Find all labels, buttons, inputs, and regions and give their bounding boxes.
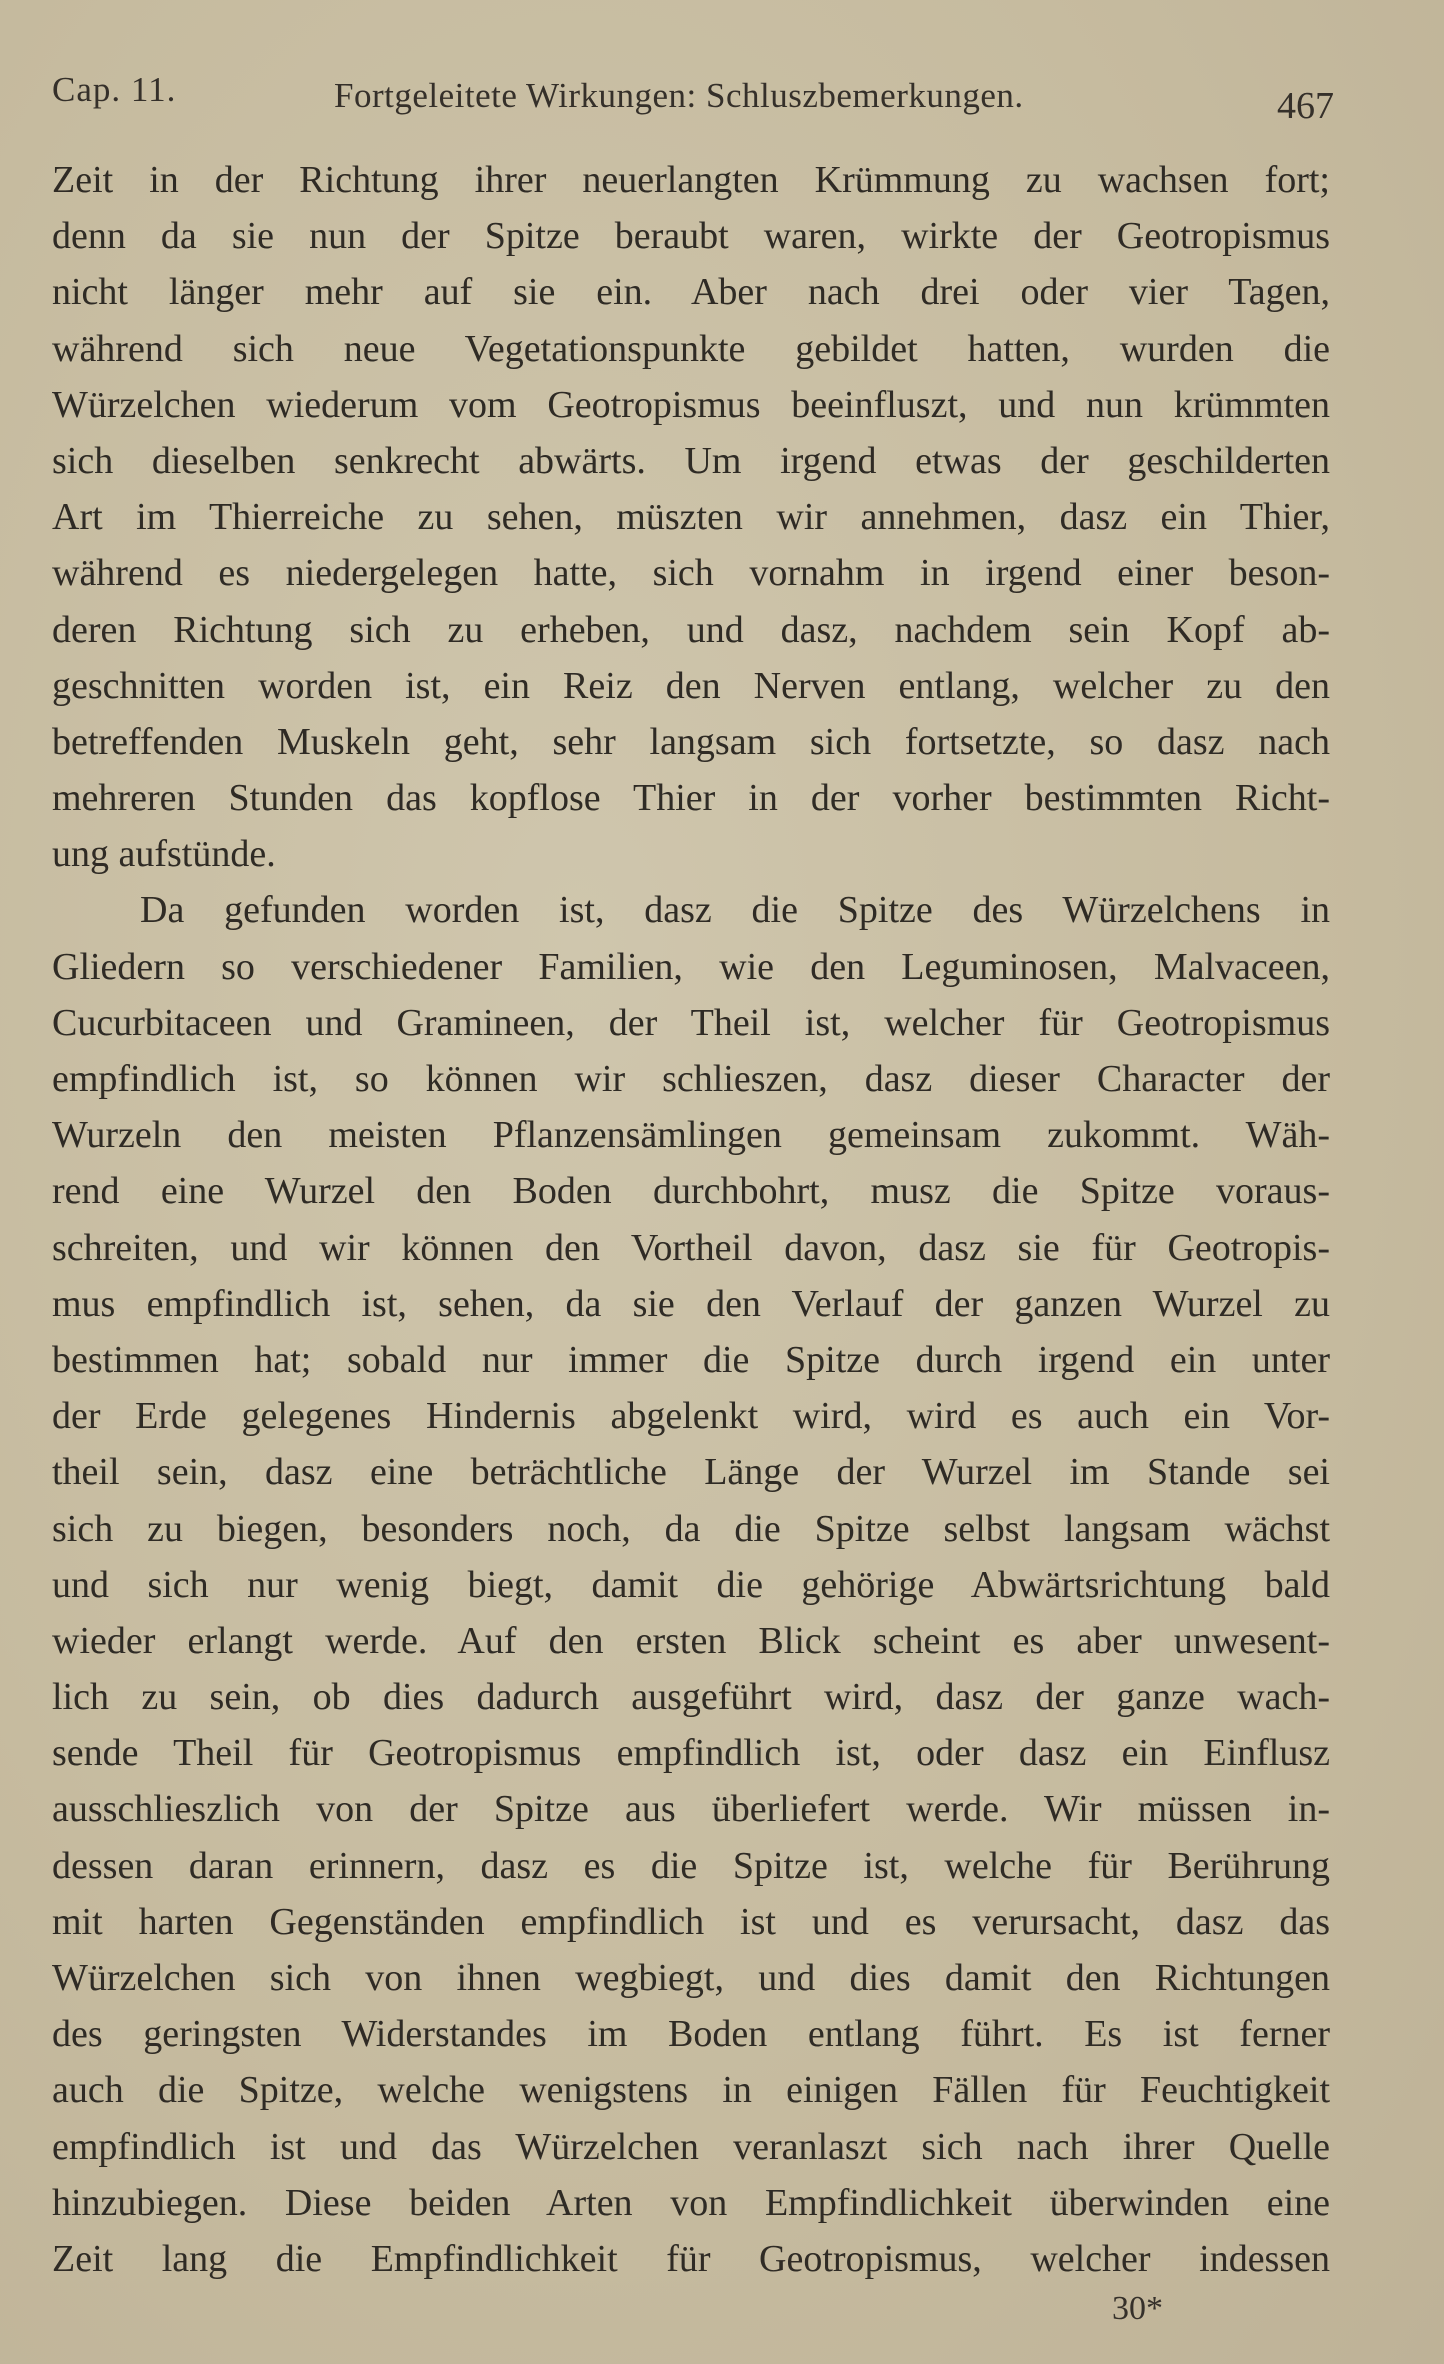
text-line: nicht länger mehr auf sie ein. Aber nach drei oder vier Tagen, [52, 271, 1330, 314]
text-line: Zeit lang die Empfindlichkeit für Geotropismus, welcher indessen [52, 2237, 1330, 2280]
text-line: dessen daran erinnern, dasz es die Spitze ist, welche für Berührung [52, 1844, 1330, 1887]
body-text [52, 152, 1330, 2287]
text-line: ung aufstünde. [52, 833, 276, 876]
text-line: während es niedergelegen hatte, sich vornahm in irgend einer beson- [52, 552, 1330, 595]
text-line: empfindlich ist, so können wir schlieszen, dasz dieser Character der [52, 1058, 1330, 1100]
text-line: betreffenden Muskeln geht, sehr langsam sich fortsetzte, so dasz nach [52, 720, 1330, 763]
text-line: während sich neue Vegetationspunkte gebildet hatten, wurden die [52, 327, 1330, 370]
text-line: sich zu biegen, besonders noch, da die Spitze selbst langsam wächst [52, 1507, 1330, 1550]
running-title: Fortgeleitete Wirkungen: Schluszbemerkungen. [334, 76, 1024, 115]
signature-mark: 30* [1112, 2290, 1163, 2327]
text-line: Art im Thierreiche zu sehen, müszten wir annehmen, dasz ein Thier, [52, 496, 1330, 539]
text-line: rend eine Wurzel den Boden durchbohrt, musz die Spitze voraus- [52, 1170, 1330, 1213]
running-head [52, 66, 1334, 126]
text-line: auch die Spitze, welche wenigstens in einigen Fällen für Feuchtigkeit [52, 2069, 1330, 2112]
text-line: mit harten Gegenständen empfindlich ist und es verursacht, dasz das [52, 1900, 1330, 1943]
text-line: bestimmen hat; sobald nur immer die Spitze durch irgend ein unter [52, 1338, 1330, 1381]
text-line: denn da sie nun der Spitze beraubt waren, wirkte der Geotropismus [52, 215, 1330, 258]
text-line: Würzelchen sich von ihnen wegbiegt, und dies damit den Richtungen [52, 1957, 1330, 1999]
text-line: sende Theil für Geotropismus empfindlich ist, oder dasz ein Einflusz [52, 1732, 1330, 1775]
chapter-label: Cap. 11. [52, 70, 177, 109]
text-line: und sich nur wenig biegt, damit die gehörige Abwärtsrichtung bald [52, 1563, 1330, 1606]
text-line: des geringsten Widerstandes im Boden entlang führt. Es ist ferner [52, 2013, 1330, 2056]
text-line: schreiten, und wir können den Vortheil davon, dasz sie für Geotropis- [52, 1226, 1330, 1269]
text-line: ausschlieszlich von der Spitze aus überliefert werde. Wir müssen in- [52, 1788, 1330, 1831]
text-line: deren Richtung sich zu erheben, und dasz, nachdem sein Kopf ab- [52, 608, 1330, 651]
text-line: lich zu sein, ob dies dadurch ausgeführt wird, dasz der ganze wach- [52, 1676, 1330, 1719]
page-number: 467 [1277, 85, 1334, 127]
text-line: Gliedern so verschiedener Familien, wie den Leguminosen, Malvaceen, [52, 945, 1330, 988]
text-line: Wurzeln den meisten Pflanzensämlingen gemeinsam zukommt. Wäh- [52, 1114, 1330, 1157]
text-line: mus empfindlich ist, sehen, da sie den Verlauf der ganzen Wurzel zu [52, 1282, 1330, 1325]
paragraph [52, 152, 1330, 882]
text-line: der Erde gelegenes Hindernis abgelenkt wird, wird es auch ein Vor- [52, 1395, 1330, 1438]
text-line: mehreren Stunden das kopflose Thier in der vorher bestimmten Richt- [52, 777, 1330, 820]
text-line: Würzelchen wiederum vom Geotropismus beeinfluszt, und nun krümmten [52, 383, 1330, 426]
text-line: Cucurbitaceen und Gramineen, der Theil ist, welcher für Geotropismus [52, 1001, 1330, 1044]
text-line: theil sein, dasz eine beträchtliche Länge der Wurzel im Stande sei [52, 1451, 1330, 1494]
text-line: wieder erlangt werde. Auf den ersten Blick scheint es aber unwesent- [52, 1619, 1330, 1662]
text-line: empfindlich ist und das Würzelchen veranlaszt sich nach ihrer Quelle [52, 2125, 1330, 2168]
text-line: Zeit in der Richtung ihrer neuerlangten Krümmung zu wachsen fort; [52, 159, 1330, 201]
paragraph [52, 882, 1330, 2287]
text-line: geschnitten worden ist, ein Reiz den Nerven entlang, welcher zu den [52, 664, 1330, 707]
text-line: sich dieselben senkrecht abwärts. Um irgend etwas der geschilderten [52, 439, 1330, 482]
text-line: Da gefunden worden ist, dasz die Spitze des Würzelchens in [140, 889, 1330, 932]
text-line: hinzubiegen. Diese beiden Arten von Empfindlichkeit überwinden eine [52, 2181, 1330, 2224]
